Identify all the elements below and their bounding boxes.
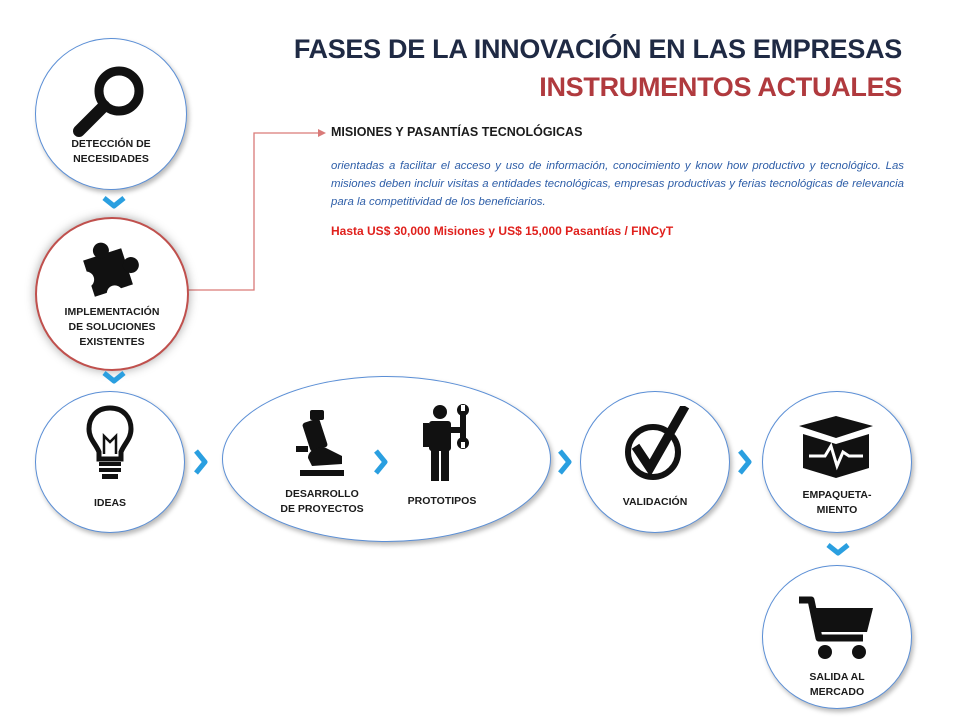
worker-wrench-icon [420, 403, 476, 485]
shopping-cart-icon [797, 594, 875, 664]
instrument-description: orientadas a facilitar el acceso y uso de información, conocimiento y know how productivo y tecnológico. Las misiones deben incluir visitas a entidades tecnológicas, empresas productivas y ferias tecnológicas de relevancia para la competitividad de los beneficiarios. [331, 160, 904, 208]
stage-label: DE PROYECTOS [280, 503, 364, 515]
chevron-right-icon [192, 448, 210, 476]
stage-deteccion[interactable] [35, 38, 187, 190]
stage-salida[interactable] [762, 565, 912, 709]
page-title: FASES DE LA INNOVACIÓN EN LAS EMPRESAS [293, 34, 902, 64]
stage-validacion[interactable] [580, 391, 730, 533]
stage-label: MIENTO [816, 504, 858, 516]
puzzle-piece-icon [71, 233, 147, 305]
magnifier-icon [69, 61, 149, 141]
stage-implementacion[interactable] [35, 217, 189, 371]
instrument-amount: Hasta US$ 30,000 Misiones y US$ 15,000 Pasantías / FINCyT [331, 224, 674, 238]
lightbulb-icon [86, 404, 134, 482]
chevron-down-icon [101, 370, 127, 384]
stage-empaquetamiento[interactable] [762, 391, 912, 533]
stage-label: IMPLEMENTACIÓN [64, 306, 160, 318]
stage-label: EMPAQUETA- [802, 489, 872, 501]
microscope-icon [292, 408, 350, 480]
checkmark-icon [623, 406, 691, 482]
stage-label: DETECCIÓN DE [71, 138, 151, 150]
chevron-right-icon [556, 448, 574, 476]
chevron-down-icon [825, 542, 851, 556]
page-subtitle: INSTRUMENTOS ACTUALES [539, 72, 902, 102]
stage-label: EXISTENTES [79, 336, 145, 348]
stage-ideas[interactable] [35, 391, 185, 533]
stage-label: DE SOLUCIONES [68, 321, 156, 333]
open-box-icon [797, 412, 875, 480]
instrument-title: MISIONES Y PASANTÍAS TECNOLÓGICAS [331, 125, 583, 139]
chevron-right-icon [372, 448, 390, 476]
stage-label: DESARROLLO [285, 488, 359, 500]
stage-label: MERCADO [809, 686, 865, 698]
stage-label: NECESIDADES [73, 153, 149, 165]
stage-label: SALIDA AL [809, 671, 865, 683]
stage-label: VALIDACIÓN [622, 496, 688, 508]
chevron-right-icon [736, 448, 754, 476]
chevron-down-icon [101, 195, 127, 209]
stage-label: IDEAS [93, 497, 127, 509]
stage-label: PROTOTIPOS [407, 495, 477, 507]
